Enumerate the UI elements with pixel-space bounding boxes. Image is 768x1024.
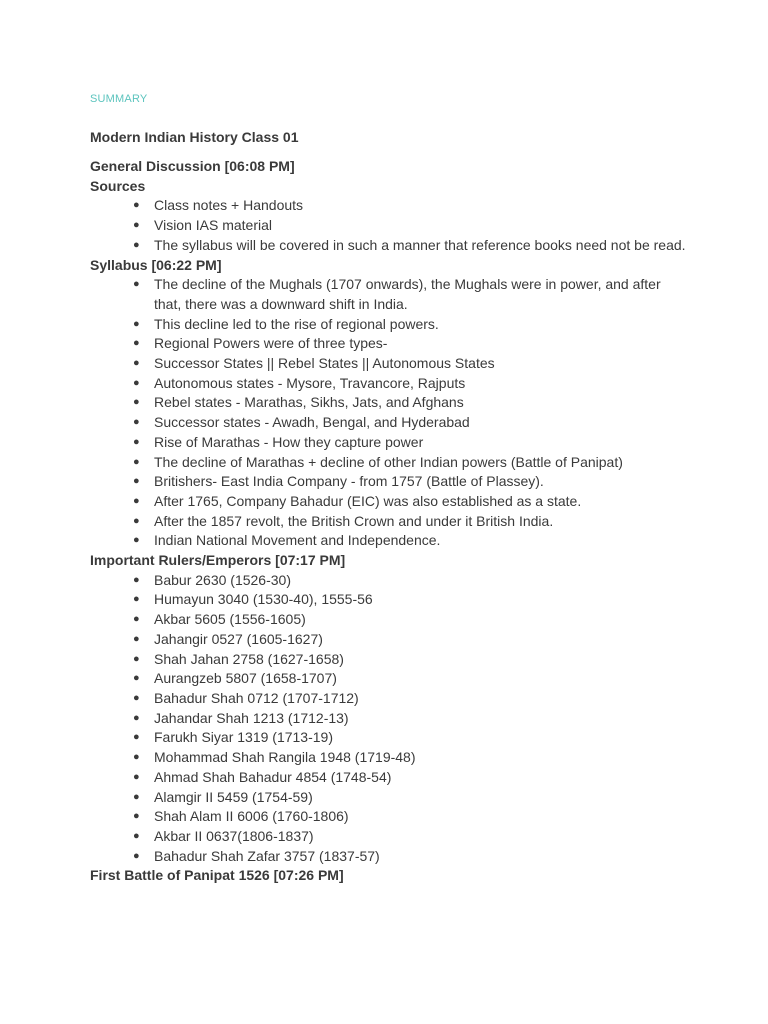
list-item bbox=[133, 315, 690, 335]
bullet-icon: ● bbox=[133, 593, 140, 606]
bullet-icon: ● bbox=[133, 376, 140, 389]
bullet-list bbox=[90, 196, 690, 255]
bullet-icon: ● bbox=[133, 849, 140, 862]
list-item-text: Humayun 3040 (1530-40), 1555-56 bbox=[154, 591, 373, 608]
list-item bbox=[133, 453, 690, 473]
list-item bbox=[133, 275, 690, 314]
list-item-text: Jahangir 0527 (1605-1627) bbox=[154, 630, 323, 647]
list-item bbox=[133, 354, 690, 374]
list-item bbox=[133, 196, 690, 216]
list-item-text: Aurangzeb 5807 (1658-1707) bbox=[154, 670, 337, 687]
list-item bbox=[133, 827, 690, 847]
list-item-text: Mohammad Shah Rangila 1948 (1719-48) bbox=[154, 749, 416, 766]
bullet-icon: ● bbox=[133, 573, 140, 586]
bullet-icon: ● bbox=[133, 751, 140, 764]
list-item-text: Class notes + Handouts bbox=[154, 197, 304, 214]
summary-label: SUMMARY bbox=[90, 93, 148, 105]
section-heading: Sources bbox=[90, 177, 146, 194]
list-item-text: Bahadur Shah 0712 (1707-1712) bbox=[154, 689, 359, 706]
list-item bbox=[133, 768, 690, 788]
bullet-icon: ● bbox=[133, 652, 140, 665]
bullet-icon: ● bbox=[133, 199, 140, 212]
bullet-icon: ● bbox=[133, 613, 140, 626]
bullet-icon: ● bbox=[133, 731, 140, 744]
bullet-icon: ● bbox=[133, 435, 140, 448]
list-item-text: The decline of the Mughals (1707 onwards), the Mughals were in power, and after that, there was a downward shift in India. bbox=[154, 276, 661, 312]
bullet-icon: ● bbox=[133, 534, 140, 547]
list-item bbox=[133, 807, 690, 827]
list-item bbox=[133, 433, 690, 453]
list-item-text: The decline of Marathas + decline of other Indian powers (Battle of Panipat) bbox=[154, 453, 623, 470]
list-item-text: Alamgir II 5459 (1754-59) bbox=[154, 788, 313, 805]
list-item-text: Akbar II 0637(1806-1837) bbox=[154, 827, 314, 844]
bullet-icon: ● bbox=[133, 494, 140, 507]
list-item bbox=[133, 236, 690, 256]
list-item bbox=[133, 748, 690, 768]
bullet-icon: ● bbox=[133, 475, 140, 488]
list-item bbox=[133, 393, 690, 413]
list-item bbox=[133, 590, 690, 610]
bullet-icon: ● bbox=[133, 514, 140, 527]
list-item bbox=[133, 571, 690, 591]
list-item bbox=[133, 630, 690, 650]
document-body bbox=[90, 157, 690, 886]
list-item-text: Successor states - Awadh, Bengal, and Hyderabad bbox=[154, 414, 470, 431]
list-item bbox=[133, 669, 690, 689]
list-item-text: Britishers- East India Company - from 1757 (Battle of Plassey). bbox=[154, 473, 544, 490]
list-item bbox=[133, 512, 690, 532]
list-item-text: Regional Powers were of three types- bbox=[154, 335, 388, 352]
list-item bbox=[133, 413, 690, 433]
bullet-list bbox=[90, 571, 690, 867]
document-page bbox=[90, 92, 690, 886]
list-item bbox=[133, 334, 690, 354]
list-item-text: Bahadur Shah Zafar 3757 (1837-57) bbox=[154, 847, 380, 864]
list-item bbox=[133, 847, 690, 867]
list-item-text: The syllabus will be covered in such a manner that reference books need not be read. bbox=[154, 236, 686, 253]
bullet-icon: ● bbox=[133, 396, 140, 409]
list-item-text: Autonomous states - Mysore, Travancore, Rajputs bbox=[154, 374, 466, 391]
bullet-icon: ● bbox=[133, 829, 140, 842]
bullet-icon: ● bbox=[133, 455, 140, 468]
list-item bbox=[133, 216, 690, 236]
list-item-text: Vision IAS material bbox=[154, 217, 273, 234]
list-item-text: This decline led to the rise of regional powers. bbox=[154, 315, 439, 332]
bullet-icon: ● bbox=[133, 337, 140, 350]
bullet-icon: ● bbox=[133, 278, 140, 291]
list-item bbox=[133, 650, 690, 670]
list-item-text: Shah Alam II 6006 (1760-1806) bbox=[154, 808, 349, 825]
list-item bbox=[133, 531, 690, 551]
list-item bbox=[133, 610, 690, 630]
bullet-icon: ● bbox=[133, 691, 140, 704]
list-item-text: Rise of Marathas - How they capture power bbox=[154, 433, 424, 450]
bullet-icon: ● bbox=[133, 632, 140, 645]
list-item-text: After the 1857 revolt, the British Crown and under it British India. bbox=[154, 512, 554, 529]
list-item bbox=[133, 709, 690, 729]
list-item-text: Rebel states - Marathas, Sikhs, Jats, and Afghans bbox=[154, 394, 464, 411]
document-title: Modern Indian History Class 01 bbox=[90, 129, 299, 145]
bullet-icon: ● bbox=[133, 711, 140, 724]
bullet-list bbox=[90, 275, 690, 551]
list-item-text: Shah Jahan 2758 (1627-1658) bbox=[154, 650, 344, 667]
list-item-text: Jahandar Shah 1213 (1712-13) bbox=[154, 709, 349, 726]
list-item-text: Ahmad Shah Bahadur 4854 (1748-54) bbox=[154, 768, 392, 785]
bullet-icon: ● bbox=[133, 672, 140, 685]
bullet-icon: ● bbox=[133, 790, 140, 803]
list-item bbox=[133, 788, 690, 808]
list-item bbox=[133, 689, 690, 709]
list-item-text: Akbar 5605 (1556-1605) bbox=[154, 611, 306, 628]
bullet-icon: ● bbox=[133, 357, 140, 370]
list-item-text: Indian National Movement and Independence. bbox=[154, 532, 441, 549]
bullet-icon: ● bbox=[133, 810, 140, 823]
bullet-icon: ● bbox=[133, 770, 140, 783]
section-heading: Important Rulers/Emperors [07:17 PM] bbox=[90, 552, 346, 569]
section-heading: First Battle of Panipat 1526 [07:26 PM] bbox=[90, 867, 344, 884]
list-item-text: Babur 2630 (1526-30) bbox=[154, 571, 291, 588]
bullet-icon: ● bbox=[133, 238, 140, 251]
list-item bbox=[133, 472, 690, 492]
list-item-text: Successor States || Rebel States || Autonomous States bbox=[154, 355, 495, 372]
bullet-icon: ● bbox=[133, 317, 140, 330]
list-item bbox=[133, 728, 690, 748]
section-heading: Syllabus [06:22 PM] bbox=[90, 256, 222, 273]
list-item bbox=[133, 374, 690, 394]
bullet-icon: ● bbox=[133, 416, 140, 429]
list-item-text: Farukh Siyar 1319 (1713-19) bbox=[154, 729, 333, 746]
list-item bbox=[133, 492, 690, 512]
bullet-icon: ● bbox=[133, 219, 140, 232]
list-item-text: After 1765, Company Bahadur (EIC) was also established as a state. bbox=[154, 492, 582, 509]
section-heading: General Discussion [06:08 PM] bbox=[90, 158, 295, 174]
